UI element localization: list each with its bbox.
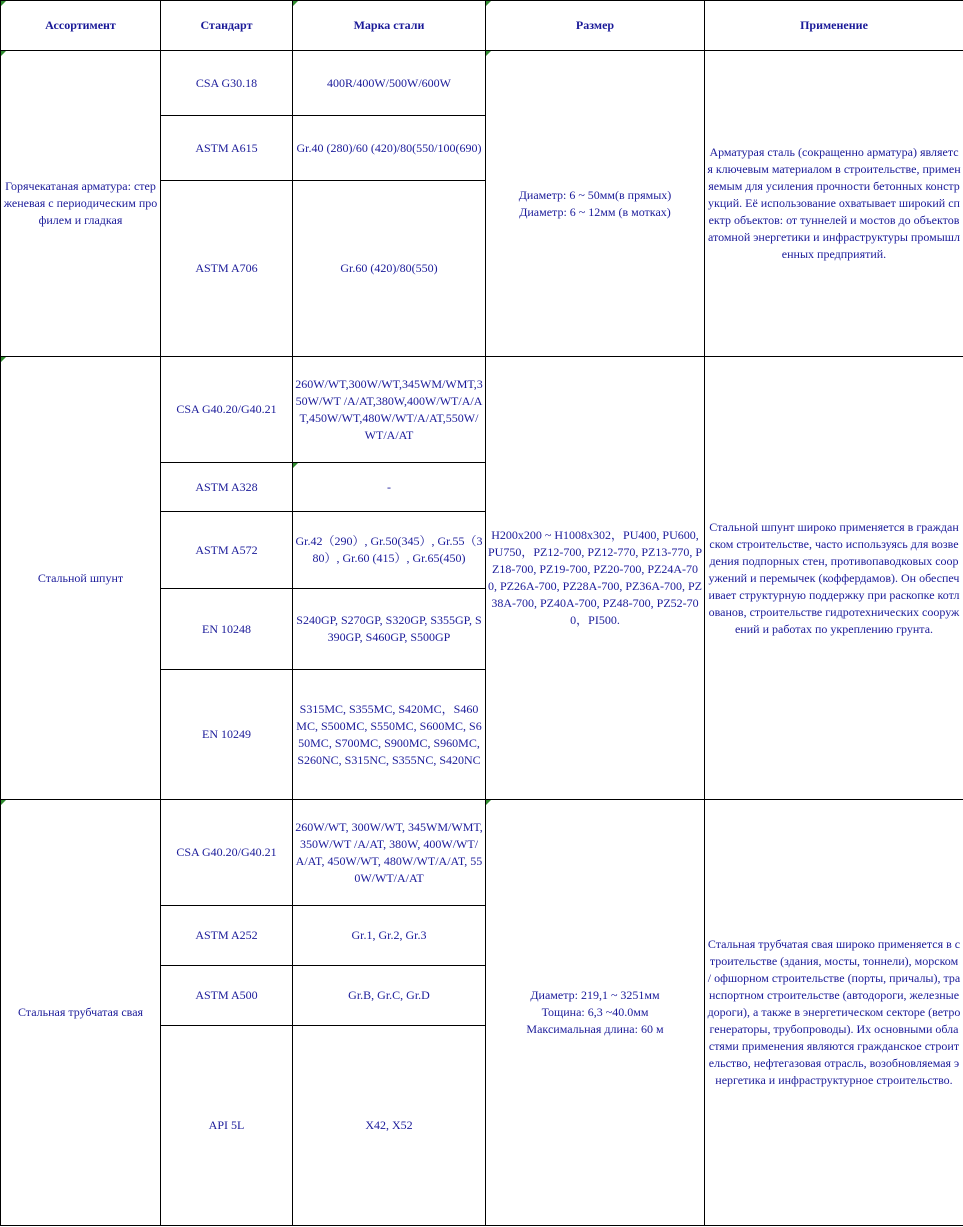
standard-cell: ASTM A706 [161,181,293,357]
grade-cell: S240GP, S270GP, S320GP, S355GP, S390GP, S460GP, S500GP [293,589,486,670]
header-assortment: Ассортимент [1,1,161,51]
standard-cell: ASTM A615 [161,116,293,181]
grade-cell: Gr.B, Gr.C, Gr.D [293,966,486,1026]
assortment-cell [1,357,161,800]
grade-cell: Gr.1, Gr.2, Gr.3 [293,906,486,966]
standard-cell: ASTM A572 [161,512,293,589]
size-text: Диаметр: 219,1 ~ 3251мм Тощина: 6,3 ~40.0мм Максимальная длина: 60 м [526,988,664,1036]
size-cell [486,51,705,357]
standard-cell: CSA G40.20/G40.21 [161,800,293,906]
standard-cell: CSA G30.18 [161,51,293,116]
grade-cell: - [293,463,486,512]
grade-cell: 260W/WT, 300W/WT, 345WM/WMT, 350W/WT /A/AT, 380W, 400W/WT/A/AT, 450W/WT, 480W/WT/A/AT, 550W/WT/A/AT [293,800,486,906]
size-cell [486,800,705,1226]
assortment-text: Стальная трубчатая свая [17,1005,144,1019]
size-text: Диаметр: 6 ~ 50мм(в прямых) Диаметр: 6 ~ 12мм (в мотках) [518,187,672,219]
standard-cell: ASTM A500 [161,966,293,1026]
application-text: Стальная трубчатая свая широко применяется в строительстве (здания, мосты, тоннели), морском / офшорном строительстве (порты, причалы), транспортном строительстве (автодороги, железные дороги), а также в энергетическом секторе (ветрогенераторы, трубопроводы). Их основными областями применения являются гражданское строительство, нефтегазовая отрасль, возобновляемая энергетика и инфраструктурное строительство. [707,937,961,1087]
assortment-cell [1,51,161,357]
table-row [1,357,963,463]
assortment-cell [1,800,161,1226]
size-cell [486,357,705,800]
application-text: Стальной шпунт широко применяется в гражданском строительстве, часто используясь для возведения подпорных стен, противопаводковых сооружений и перемычек (коффердамов). Он обеспечивает структурную поддержку при раскопке котлованов, строительстве гидротехнических сооружений и работах по укреплению грунта. [708,519,960,636]
grade-cell: S315MC, S355MC, S420MC，S460MC, S500MC, S550MC, S600MC, S650MC, S700MC, S900MC, S960MC, S260NC, S315NC, S355NC, S420NC [293,670,486,800]
application-cell [705,357,963,800]
grade-cell: Gr.40 (280)/60 (420)/80(550/100(690) [293,116,486,181]
standard-cell: CSA G40.20/G40.21 [161,357,293,463]
standard-cell: ASTM A252 [161,906,293,966]
application-text: Арматурая сталь (сокращенно арматура) является ключевым материалом в строительстве, применяемым для усиления прочности бетонных конструкций. Её использование охватывает широкий спектр объектов: от туннелей и мостов до объектов атомной энергетики и инфраструктуры промышленных предприятий. [707,145,961,261]
standard-cell: ASTM A328 [161,463,293,512]
header-application: Применение [705,1,963,51]
header-standard: Стандарт [161,1,293,51]
assortment-text: Горячекатаная арматура: стерженевая с периодическим профилем и гладкая [3,179,158,227]
table-row [1,51,963,116]
standard-cell: API 5L [161,1026,293,1226]
header-row [1,1,963,51]
grade-cell: X42, X52 [293,1026,486,1226]
assortment-text: Стальной шпунт [37,570,124,585]
standard-cell: EN 10248 [161,589,293,670]
grade-cell: 260W/WT,300W/WT,345WM/WMT,350W/WT /A/AT,380W,400W/WT/A/AT,450W/WT,480W/WT/A/AT,550W/WT/A/AT [293,357,486,463]
grade-cell: Gr.42（290）, Gr.50(345）, Gr.55（380）, Gr.60 (415）, Gr.65(450) [293,512,486,589]
standard-cell: EN 10249 [161,670,293,800]
grade-cell: 400R/400W/500W/600W [293,51,486,116]
application-cell [705,51,963,357]
header-size: Размер [486,1,705,51]
table-row [1,800,963,906]
size-text: H200x200 ~ H1008x302，PU400, PU600, PU750，PZ12-700, PZ12-770, PZ13-770, PZ18-700, PZ19-700, PZ20-700, PZ24A-700, PZ26A-700, PZ28A-700, PZ36A-700, PZ38A-700, PZ40A-700, PZ48-700, PZ52-700，PI500. [488,528,703,627]
application-cell [705,800,963,1226]
grade-cell: Gr.60 (420)/80(550) [293,181,486,357]
header-grade: Марка стали [293,1,486,51]
